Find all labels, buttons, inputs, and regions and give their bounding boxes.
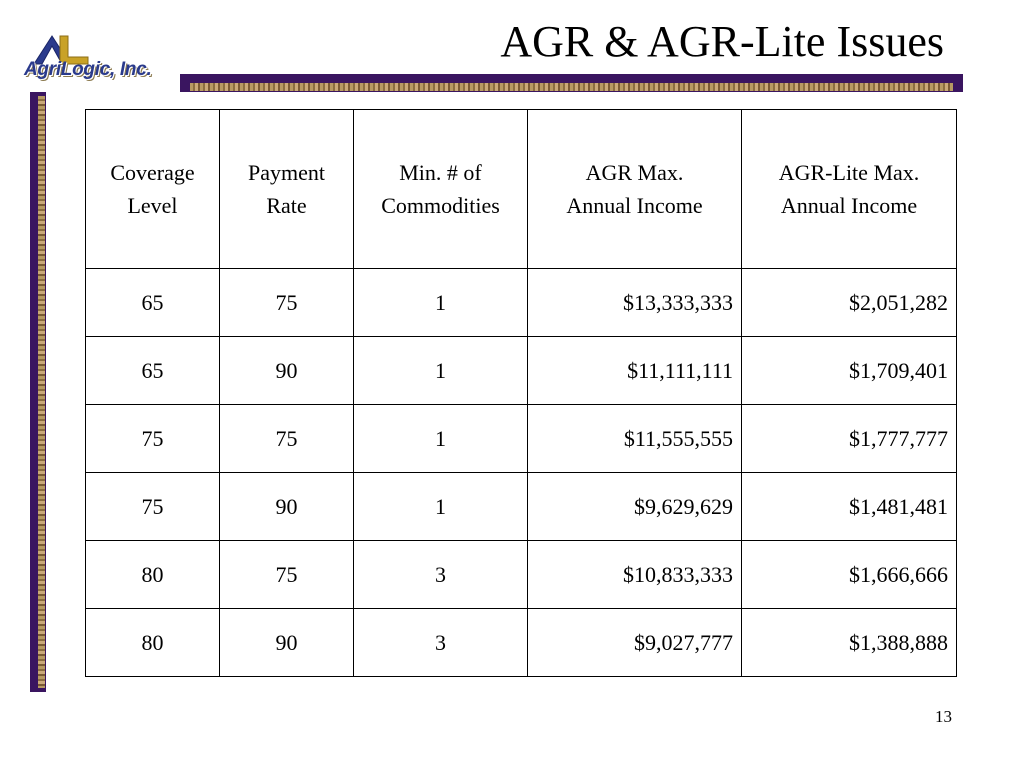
cell-payment-rate: 75	[220, 541, 354, 609]
table-row	[86, 405, 957, 473]
cell-min-commodities: 3	[354, 541, 528, 609]
cell-payment-rate: 75	[220, 269, 354, 337]
header-min-commodities: Min. # of Commodities	[354, 110, 528, 269]
cell-coverage-level: 80	[86, 609, 220, 677]
cell-agr-max-income: $11,111,111	[528, 337, 742, 405]
cell-coverage-level: 80	[86, 541, 220, 609]
cell-agr-max-income: $9,027,777	[528, 609, 742, 677]
cell-agr-lite-max-income: $1,388,888	[742, 609, 957, 677]
left-side-bar	[30, 92, 46, 692]
coverage-table	[85, 109, 957, 677]
cell-coverage-level: 65	[86, 269, 220, 337]
cell-min-commodities: 1	[354, 473, 528, 541]
title-underline-bar	[180, 74, 963, 92]
cell-agr-lite-max-income: $1,481,481	[742, 473, 957, 541]
cell-coverage-level: 75	[86, 473, 220, 541]
cell-agr-lite-max-income: $2,051,282	[742, 269, 957, 337]
header-agr-max-income: AGR Max. Annual Income	[528, 110, 742, 269]
cell-min-commodities: 3	[354, 609, 528, 677]
cell-payment-rate: 90	[220, 609, 354, 677]
table-row	[86, 269, 957, 337]
cell-agr-lite-max-income: $1,777,777	[742, 405, 957, 473]
cell-min-commodities: 1	[354, 405, 528, 473]
logo-wordmark: AgriLogic, Inc.	[24, 59, 152, 80]
table-row	[86, 473, 957, 541]
cell-payment-rate: 75	[220, 405, 354, 473]
cell-payment-rate: 90	[220, 473, 354, 541]
cell-agr-lite-max-income: $1,709,401	[742, 337, 957, 405]
header-agr-lite-max-income: AGR-Lite Max. Annual Income	[742, 110, 957, 269]
cell-min-commodities: 1	[354, 269, 528, 337]
page-number: 13	[935, 707, 952, 726]
table-header-row	[86, 110, 957, 269]
cell-agr-max-income: $11,555,555	[528, 405, 742, 473]
table-row	[86, 541, 957, 609]
cell-agr-max-income: $13,333,333	[528, 269, 742, 337]
cell-coverage-level: 75	[86, 405, 220, 473]
table-row	[86, 609, 957, 677]
cell-agr-max-income: $9,629,629	[528, 473, 742, 541]
cell-agr-max-income: $10,833,333	[528, 541, 742, 609]
table-row	[86, 337, 957, 405]
slide-title: AGR & AGR-Lite Issues	[500, 17, 944, 66]
cell-payment-rate: 90	[220, 337, 354, 405]
header-coverage-level: Coverage Level	[86, 110, 220, 269]
agrilogic-logo	[22, 30, 182, 90]
cell-coverage-level: 65	[86, 337, 220, 405]
cell-min-commodities: 1	[354, 337, 528, 405]
cell-agr-lite-max-income: $1,666,666	[742, 541, 957, 609]
header-payment-rate: Payment Rate	[220, 110, 354, 269]
